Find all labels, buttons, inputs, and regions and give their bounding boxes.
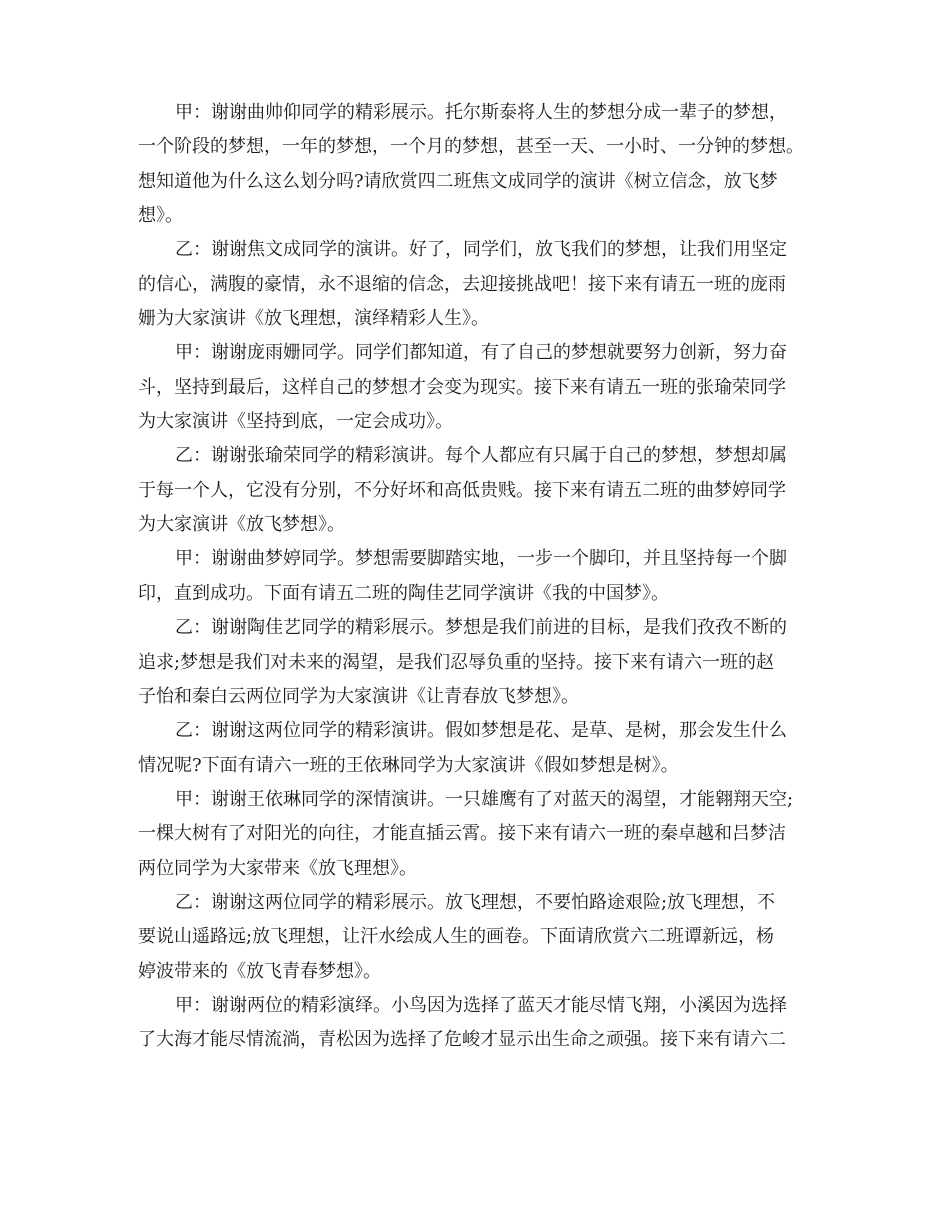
paragraph (138, 886, 818, 989)
text-line: 甲：谢谢曲梦婷同学。梦想需要脚踏实地，一步一个脚印，并且坚持每一个脚 (175, 548, 787, 570)
text-line: 甲：谢谢庞雨姗同学。同学们都知道，有了自己的梦想就要努力创新，努力奋 (175, 342, 787, 364)
text-line: 甲：谢谢曲帅仰同学的精彩展示。托尔斯泰将人生的梦想分成一辈子的梦想， (175, 102, 787, 123)
text-line: 甲：谢谢王依琳同学的深情演讲。一只雄鹰有了对蓝天的渴望，才能翱翔天空; (175, 788, 794, 810)
text-line: 甲：谢谢两位的精彩演绎。小鸟因为选择了蓝天才能尽情飞翔，小溪因为选择 (175, 994, 787, 1016)
document-body (138, 96, 818, 1058)
text-line: 要说山遥路远;放飞理想，让汗水绘成人生的画卷。下面请欣赏六二班谭新远，杨 (138, 926, 775, 948)
text-line: 子怡和秦白云两位同学为大家演讲《让青春放飞梦想》。 (138, 685, 579, 707)
text-line: 情况呢?下面有请六一班的王依琳同学为大家演讲《假如梦想是树》。 (138, 754, 679, 776)
text-line: 斗，坚持到最后，这样自己的梦想才会变为现实。接下来有请五一班的张瑜荣同学 (138, 376, 786, 398)
paragraph (138, 233, 818, 336)
paragraph (138, 714, 818, 783)
text-line: 的信心，满腹的豪情，永不退缩的信念，去迎接挑战吧！接下来有请五一班的庞雨 (138, 273, 786, 295)
text-line: 婷波带来的《放飞青春梦想》。 (138, 960, 381, 982)
text-line: 乙：谢谢这两位同学的精彩展示。放飞理想，不要怕路途艰险;放飞理想，不 (175, 891, 776, 913)
text-line: 想知道他为什么这么划分吗?请欣赏四二班焦文成同学的演讲《树立信念，放飞梦 (138, 170, 778, 192)
paragraph (138, 96, 818, 233)
text-line: 乙：谢谢这两位同学的精彩演讲。假如梦想是花、是草、是树，那会发生什么 (175, 720, 787, 742)
paragraph (138, 336, 818, 439)
text-line: 乙：谢谢陶佳艺同学的精彩展示。梦想是我们前进的目标，是我们孜孜不断的 (175, 617, 787, 639)
text-line: 为大家演讲《放飞梦想》。 (138, 514, 345, 536)
text-line: 姗为大家演讲《放飞理想，演绎精彩人生》。 (138, 308, 489, 330)
text-line: 为大家演讲《坚持到底，一定会成功》。 (138, 411, 453, 433)
paragraph (138, 542, 818, 611)
text-line: 追求;梦想是我们对未来的渴望，是我们忍辱负重的坚持。接下来有请六一班的赵 (138, 651, 775, 673)
paragraph (138, 439, 818, 542)
text-line: 一棵大树有了对阳光的向往，才能直插云霄。接下来有请六一班的秦卓越和吕梦洁 (138, 823, 786, 845)
paragraph (138, 783, 818, 886)
paragraph (138, 989, 818, 1058)
text-line: 想》。 (138, 205, 183, 227)
text-line: 于每一个人，它没有分别，不分好坏和高低贵贱。接下来有请五二班的曲梦婷同学 (138, 479, 786, 501)
text-line: 两位同学为大家带来《放飞理想》。 (138, 857, 417, 879)
text-line: 印，直到成功。下面有请五二班的陶佳艺同学演讲《我的中国梦》。 (138, 582, 669, 604)
text-line: 乙：谢谢焦文成同学的演讲。好了，同学们，放飞我们的梦想，让我们用坚定 (175, 239, 787, 261)
paragraph (138, 611, 818, 714)
text-line: 一个阶段的梦想，一年的梦想，一个月的梦想，甚至一天、一小时、一分钟的梦想。 (138, 136, 804, 158)
text-line: 了大海才能尽情流淌，青松因为选择了危峻才显示出生命之顽强。接下来有请六二 (138, 1029, 786, 1051)
text-line: 乙：谢谢张瑜荣同学的精彩演讲。每个人都应有只属于自己的梦想，梦想却属 (175, 445, 787, 467)
